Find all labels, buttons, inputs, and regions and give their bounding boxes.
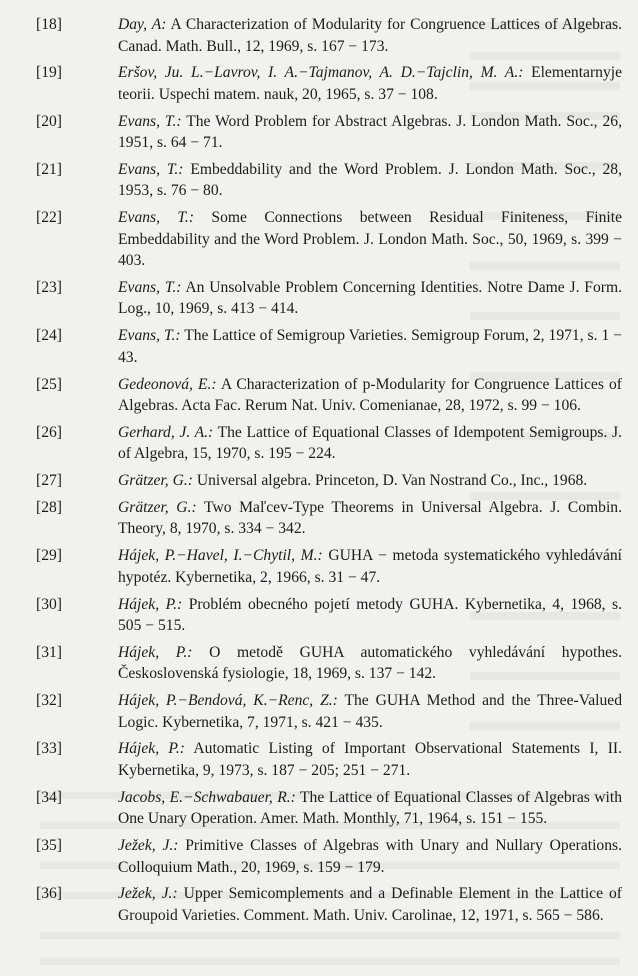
reference-authors: Day, A: <box>118 16 167 33</box>
reference-text: Automatic Listing of Important Observational Statements I, II. Kybernetika, 9, 1973, s. 187 − 205; 251 − 271. <box>118 740 622 779</box>
reference-item <box>0 787 638 830</box>
reference-authors: Grätzer, G.: <box>118 472 193 490</box>
reference-item <box>0 545 638 588</box>
reference-authors: Grätzer, G.: <box>118 498 197 516</box>
reference-authors: Evans, T.: <box>118 327 181 345</box>
reference-number: [34] <box>36 788 62 806</box>
reference-item <box>0 642 638 685</box>
reference-text: The GUHA Method and the Three-Valued Logic. Kybernetika, 7, 1971, s. 421 − 435. <box>118 692 622 731</box>
reference-authors: Eršov, Ju. L.−Lavrov, I. A.−Tajmanov, A. D.−Tajclin, M. A.: <box>118 64 524 82</box>
reference-item <box>0 883 638 926</box>
reference-authors: Evans, T.: <box>118 209 195 227</box>
reference-number: [30] <box>36 595 62 613</box>
reference-authors: Ježek, J.: <box>118 885 178 903</box>
reference-number: [31] <box>36 643 62 661</box>
reference-number: [21] <box>36 160 62 178</box>
reference-text: The Lattice of Equational Classes of Idempotent Semigroups. J. of Algebra, 15, 1970, s. 195 − 224. <box>118 423 622 463</box>
reference-number: [28] <box>36 498 62 516</box>
reference-number: [25] <box>36 375 62 393</box>
reference-text: A Characterization of Modularity for Congruence Lattices of Algebras. Canad. Math. Bull., 12, 1969, s. 167 − 173. <box>118 16 622 55</box>
reference-item <box>0 159 638 202</box>
reference-authors: Hájek, P.: <box>118 595 183 613</box>
reference-item <box>0 497 638 540</box>
reference-number: [26] <box>36 423 62 441</box>
reference-text: Embeddability and the Word Problem. J. London Math. Soc., 28, 1953, s. 76 − 80. <box>118 160 623 200</box>
reference-item <box>0 277 638 320</box>
reference-authors: Gerhard, J. A.: <box>118 423 214 441</box>
reference-authors: Hájek, P.−Havel, I.−Chytil, M.: <box>118 547 323 565</box>
reference-authors: Gedeonová, E.: <box>118 375 217 393</box>
reference-item <box>0 835 638 878</box>
reference-authors: Evans, T.: <box>118 112 182 130</box>
reference-text: An Unsolvable Problem Concerning Identities. Notre Dame J. Form. Log., 10, 1969, s. 413 − 414. <box>118 278 622 318</box>
reference-number: [18] <box>36 16 62 33</box>
reference-item <box>0 14 638 57</box>
reference-item <box>0 690 638 733</box>
reference-text: The Lattice of Semigroup Varieties. Semigroup Forum, 2, 1971, s. 1 − 43. <box>118 327 622 366</box>
reference-item <box>0 374 638 417</box>
reference-number: [23] <box>36 278 62 296</box>
reference-number: [27] <box>36 472 62 490</box>
reference-authors: Evans, T.: <box>118 278 182 296</box>
reference-item <box>0 470 638 492</box>
reference-text: Universal algebra. Princeton, D. Van Nostrand Co., Inc., 1968. <box>192 472 588 490</box>
reference-item <box>0 738 638 781</box>
reference-text: Elementarnyje teorii. Uspechi matem. nauk, 20, 1965, s. 37 − 108. <box>118 64 622 103</box>
reference-number: [24] <box>36 327 62 345</box>
reference-number: [36] <box>36 885 62 903</box>
reference-authors: Ježek, J.: <box>118 837 179 855</box>
reference-text: Two Maľcev-Type Theorems in Universal Algebra. J. Combin. Theory, 8, 1970, s. 334 − 342. <box>118 498 622 538</box>
reference-text: The Word Problem for Abstract Algebras. J. London Math. Soc., 26, 1951, s. 64 − 71. <box>118 112 622 152</box>
reference-number: [29] <box>36 547 62 565</box>
reference-text: A Characterization of p-Modularity for Congruence Lattices of Algebras. Acta Fac. Rerum Nat. Univ. Comenianae, 28, 1972, s. 99 − 106. <box>118 375 622 415</box>
reference-item <box>0 207 638 272</box>
reference-item <box>0 325 638 368</box>
reference-number: [20] <box>36 112 62 130</box>
reference-item <box>0 111 638 154</box>
reference-text: Some Connections between Residual Finiteness, Finite Embeddability and the Word Problem. J. London Math. Soc., 50, 1969, s. 399 − 403. <box>118 209 622 270</box>
reference-number: [32] <box>36 692 62 710</box>
reference-authors: Evans, T.: <box>118 160 184 178</box>
reference-text: Primitive Classes of Algebras with Unary and Nullary Operations. Colloquium Math., 20, 1969, s. 159 − 179. <box>118 837 622 876</box>
reference-authors: Hájek, P.−Bendová, K.−Renc, Z.: <box>118 692 338 710</box>
reference-number: [35] <box>36 837 62 855</box>
reference-text: GUHA − metoda systematického vyhledávání hypotéz. Kybernetika, 2, 1966, s. 31 − 47. <box>118 547 622 586</box>
reference-item <box>0 62 638 105</box>
reference-number: [19] <box>36 64 62 82</box>
reference-list <box>0 14 638 932</box>
reference-text: O metodě GUHA automatického vyhledávání hypothes. Československá fysiologie, 18, 1969, s. 137 − 142. <box>118 643 623 683</box>
reference-item <box>0 422 638 465</box>
reference-authors: Hájek, P.: <box>118 740 185 758</box>
reference-number: [33] <box>36 740 62 758</box>
reference-text: Problém obecného pojetí metody GUHA. Kybernetika, 4, 1968, s. 505 − 515. <box>118 595 623 635</box>
reference-number: [22] <box>36 209 62 227</box>
reference-text: Upper Semicomplements and a Definable Element in the Lattice of Groupoid Varieties. Comment. Math. Univ. Carolinae, 12, 1971, s. 565 − 586. <box>118 885 622 924</box>
reference-authors: Hájek, P.: <box>118 643 193 661</box>
reference-item <box>0 594 638 637</box>
reference-authors: Jacobs, E.−Schwabauer, R.: <box>118 788 296 806</box>
reference-text: The Lattice of Equational Classes of Algebras with One Unary Operation. Amer. Math. Monthly, 71, 1964, s. 151 − 155. <box>118 788 623 828</box>
